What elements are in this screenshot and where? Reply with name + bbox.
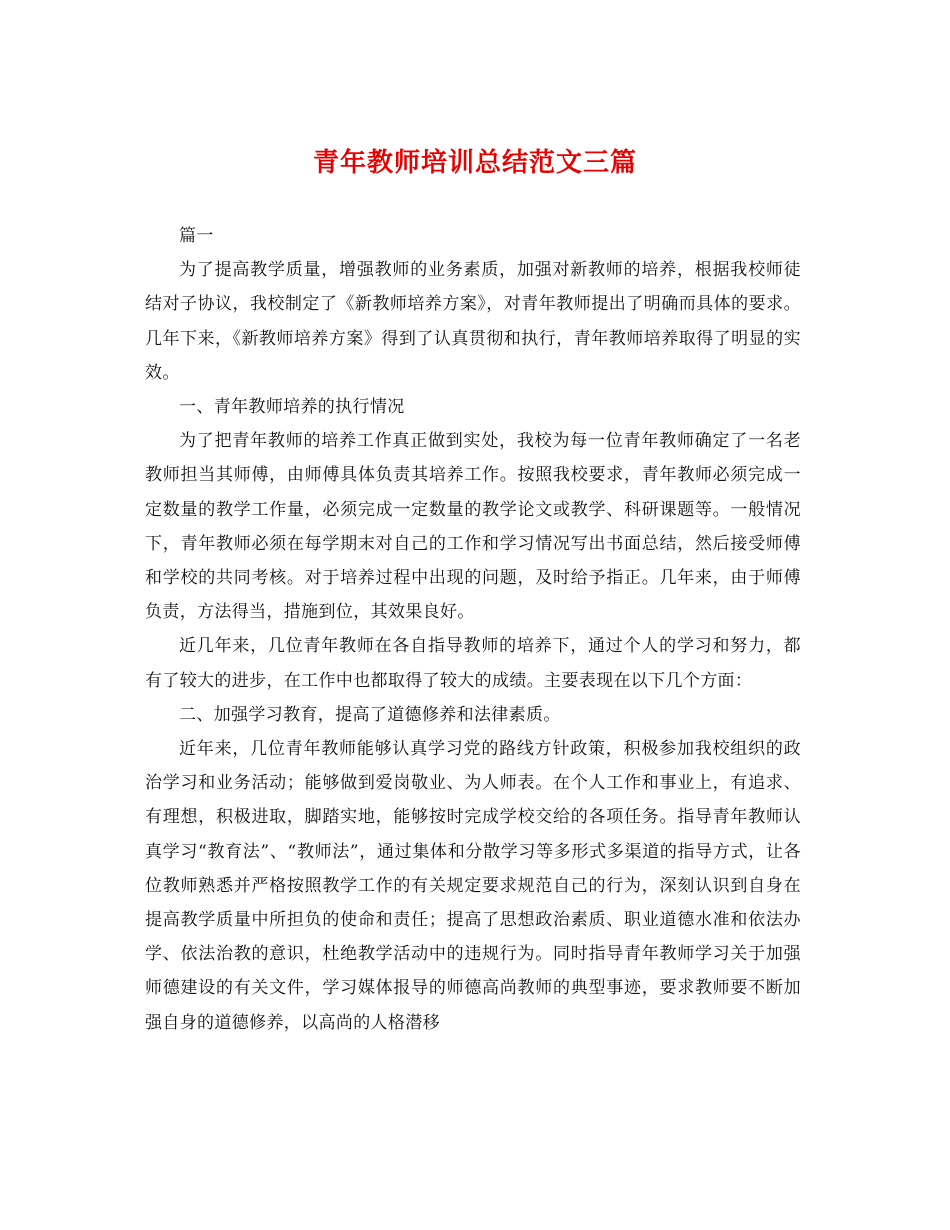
section-heading-2: 二、加强学习教育，提高了道德修养和法律素质。 <box>179 704 561 725</box>
section-label: 篇一 <box>179 226 214 246</box>
paragraph-progress: 近几年来，几位青年教师在各自指导教师的培养下，通过个人的学习和努力，都有了较大的进步，在工作中也都取得了较大的成绩。主要表现在以下几个方面： <box>145 636 801 691</box>
paragraph-study: 近年来，几位青年教师能够认真学习党的路线方针政策，积极参加我校组织的政治学习和业务活动；能够做到爱岗敬业、为人师表。在个人工作和事业上，有追求、有理想，积极进取，脚踏实地，能够按时完成学校交给的各项任务。指导青年教师认真学习“教育法”、“教师法”，通过集体和分散学习等多形式多渠道的指导方式，让各位教师熟悉并严格按照教学工作的有关规定要求规范自己的行为，深刻认识到自身在提高教学质量中所担负的使命和责任；提高了思想政治素质、职业道德水准和依法办学、依法治教的意识，杜绝教学活动中的违规行为。同时指导青年教师学习关于加强师德建设的有关文件，学习媒体报导的师德高尚教师的典型事迹，要求教师要不断加强自身的道德修养，以高尚的人格潜移 <box>145 739 801 1033</box>
document-title: 青年教师培训总结范文三篇 <box>312 148 637 178</box>
document-body <box>145 219 801 1040</box>
paragraph-intro: 为了提高教学质量，增强教师的业务素质，加强对新教师的培养，根据我校师徒结对子协议，我校制定了《新教师培养方案》，对青年教师提出了明确而具体的要求。几年下来，《新教师培养方案》得到了认真贯彻和执行，青年教师培养取得了明显的实效。 <box>145 260 801 383</box>
paragraph-implementation: 为了把青年教师的培养工作真正做到实处，我校为每一位青年教师确定了一名老教师担当其师傅，由师傅具体负责其培养工作。按照我校要求，青年教师必须完成一定数量的教学工作量，必须完成一定数量的教学论文或教学、科研课题等。一般情况下，青年教师必须在每学期末对自己的工作和学习情况写出书面总结，然后接受师傅和学校的共同考核。对于培养过程中出现的问题，及时给予指正。几年来，由于师傅负责，方法得当，措施到位，其效果良好。 <box>145 431 801 623</box>
section-heading-1: 一、青年教师培养的执行情况 <box>179 397 405 418</box>
